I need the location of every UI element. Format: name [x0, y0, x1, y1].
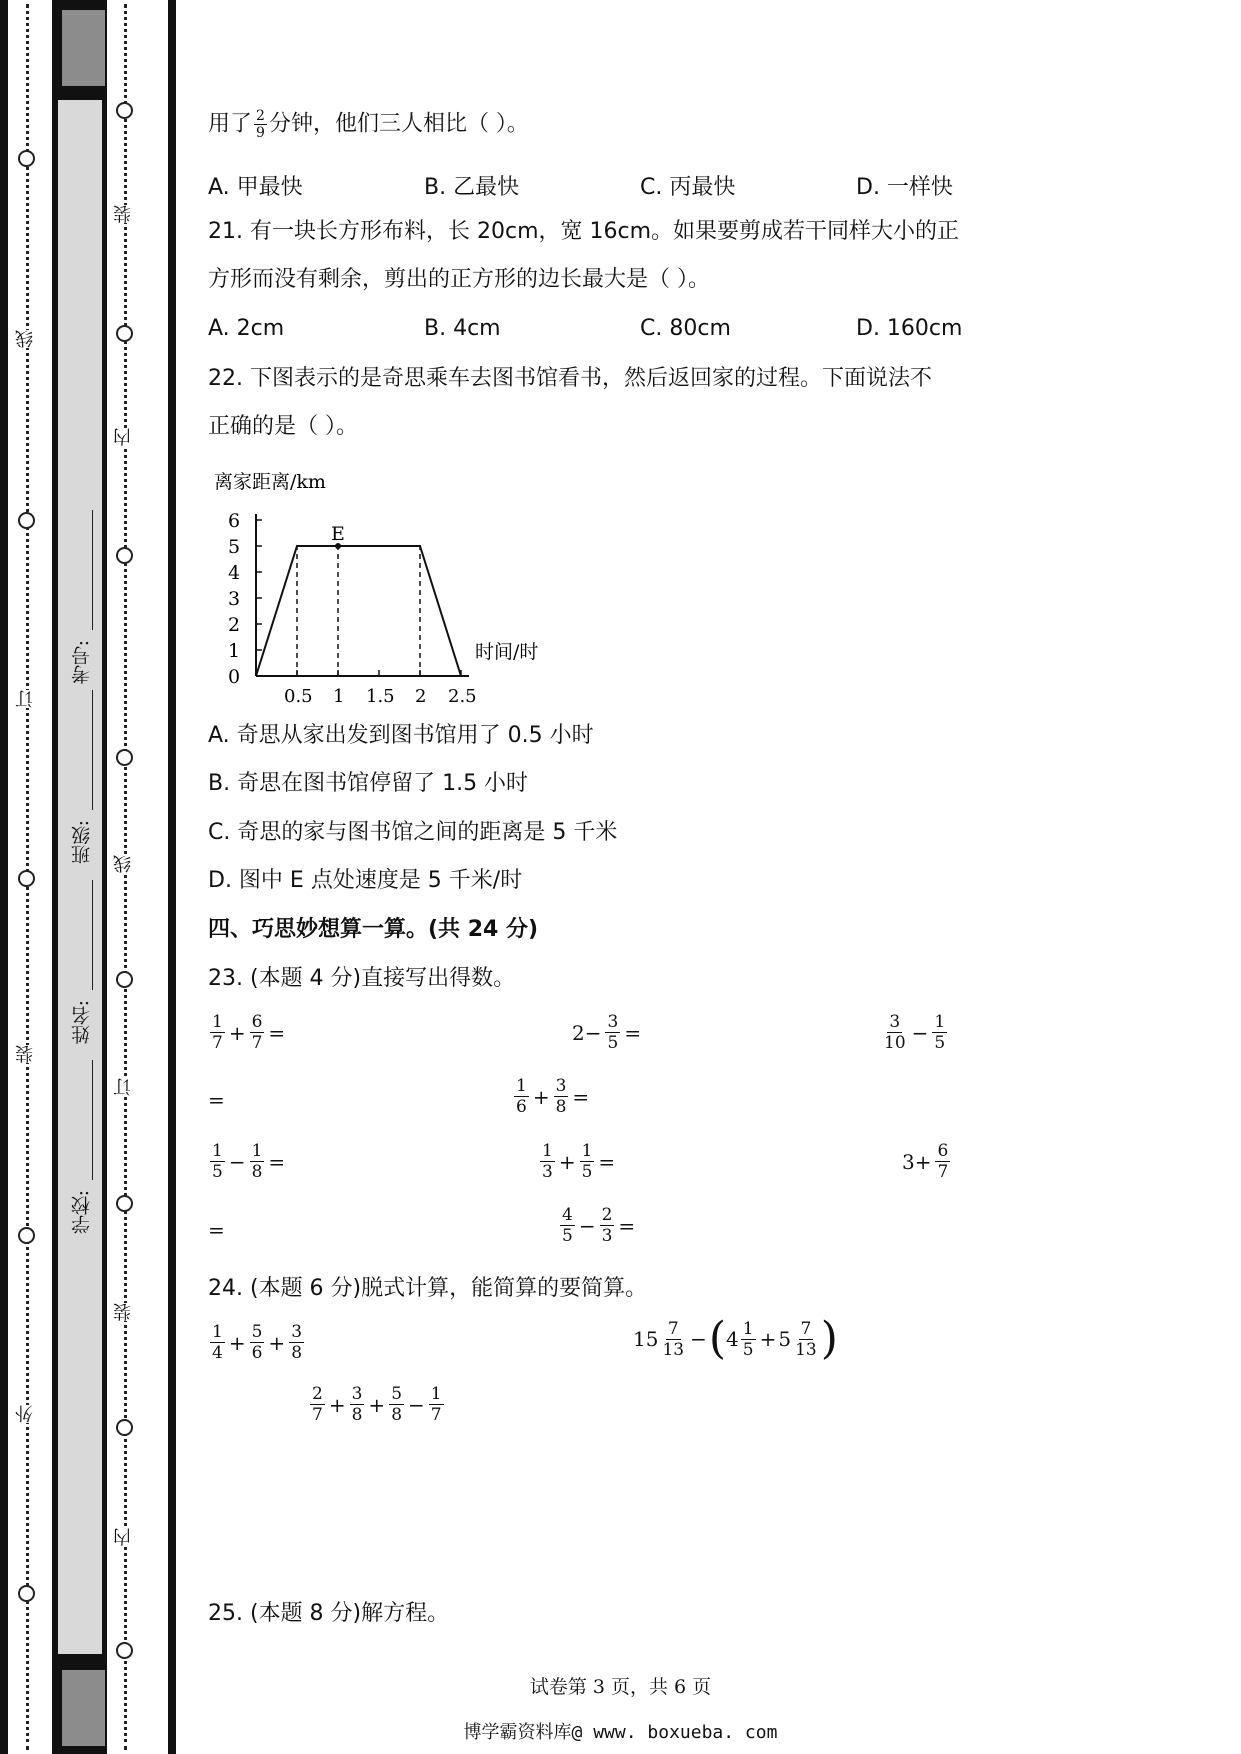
q21-option-a[interactable]: A. 2cm [208, 316, 285, 341]
inner-label-xian: 线 [112, 855, 138, 873]
q21-option-c[interactable]: C. 80cm [640, 316, 731, 341]
ring-icon [116, 749, 133, 766]
q23-expr-4: $\frac{1}{6}$ + $\frac{3}{8}$ = [516, 1076, 590, 1117]
chart-y-tick-label: 0 [228, 666, 241, 688]
ring-icon [18, 512, 35, 529]
outer-label-ding: 订 [14, 690, 40, 708]
chart-x-axis-label: 时间/时 [475, 641, 539, 663]
q23-expr-1: $\frac{1}{7}$ + $\frac{6}{7}$ = [212, 1012, 286, 1053]
inner-label-zhuang-2: 装 [112, 1303, 138, 1321]
inner-label-ding: 订 [112, 1078, 138, 1096]
q23-continued-equals: = [208, 1088, 225, 1112]
q22-option-d[interactable]: D. 图中 E 点处速度是 5 千米/时 [208, 868, 523, 893]
student-info-fields [62, 500, 102, 1250]
q25-title: 25. (本题 8 分)解方程。 [208, 1601, 450, 1626]
q24-expr-1: $\frac{1}{4}$ + $\frac{5}{6}$ + $\frac{3}{8}$ [212, 1322, 303, 1363]
chart-x-tick-label: 0.5 [284, 686, 313, 707]
chart-x-tick-label: 1 [333, 686, 345, 707]
ring-icon [116, 325, 133, 342]
outer-label-zhuang: 装 [14, 1045, 40, 1063]
q23-continued-equals-2: = [208, 1218, 225, 1242]
distance-time-chart [210, 466, 570, 716]
q23-expr-7: 3+ $\frac{6}{7}$ [902, 1141, 949, 1182]
ring-icon [116, 102, 133, 119]
page-number: 试卷第 3 页，共 6 页 [529, 1676, 712, 1698]
q21-stem-line1: 21. 有一块长方形布料，长 20cm，宽 16cm。如果要剪成若干同样大小的正 [208, 219, 960, 244]
q23-expr-6: $\frac{1}{3}$ + $\frac{1}{5}$ = [542, 1141, 616, 1182]
q22-option-b[interactable]: B. 奇思在图书馆停留了 1.5 小时 [208, 771, 529, 796]
strip-inner-border [168, 0, 176, 1754]
q23-expr-2: 2− $\frac{3}{5}$ = [572, 1012, 642, 1053]
outer-label-xian: 线 [14, 330, 40, 348]
chart-series-line [256, 546, 461, 676]
inner-labels [112, 0, 138, 1754]
exam-number-field-label: 考号: [71, 640, 93, 685]
q22-stem-line1: 22. 下图表示的是奇思乘车去图书馆看书，然后返回家的过程。下面说法不 [208, 366, 932, 391]
chart-y-tick-label: 6 [228, 510, 241, 532]
exam-number-field-line [92, 510, 93, 630]
q20-options [208, 170, 1028, 200]
chart-x-tick-label: 2 [415, 686, 427, 707]
school-field-label: 学校: [71, 1190, 93, 1235]
class-field-line [92, 690, 93, 810]
ring-icon [18, 1227, 35, 1244]
q24-expr-2: 15 $\frac{7}{13}$ − ( 4 $\frac{1}{5}$ + 5 $\frac{7}{13}$ ) [633, 1313, 838, 1364]
name-field-line [92, 880, 93, 990]
rail-top-block [62, 10, 105, 86]
q20-option-b[interactable]: B. 乙最快 [424, 175, 520, 200]
q23-expr-3: $\frac{3}{10}$ − $\frac{1}{5}$ [884, 1012, 946, 1053]
school-field-line [92, 1060, 93, 1180]
q20-prefix: 用了 [208, 111, 253, 137]
q22-stem-line2: 正确的是（ ）。 [208, 414, 358, 439]
q21-option-b[interactable]: B. 4cm [424, 316, 501, 341]
chart-y-tick-label: 3 [228, 588, 241, 610]
chart-x-tick-label: 2.5 [448, 686, 477, 707]
q21-stem-line2: 方形而没有剩余，剪出的正方形的边长最大是（ ）。 [208, 267, 710, 292]
q23-expr-5: $\frac{1}{5}$ − $\frac{1}{8}$ = [212, 1141, 286, 1182]
ring-icon [18, 1585, 35, 1602]
q24-expr-3: $\frac{2}{7}$ + $\frac{3}{8}$ + $\frac{5}{8}$ − $\frac{1}{7}$ [312, 1384, 442, 1425]
q20-stem [208, 108, 529, 141]
q22-option-a[interactable]: A. 奇思从家出发到图书馆用了 0.5 小时 [208, 723, 594, 748]
section4-title: 四、巧思妙想算一算。(共 24 分) [208, 917, 539, 942]
ring-icon [116, 547, 133, 564]
q21-options [208, 316, 1028, 346]
ring-icon [18, 870, 35, 887]
ring-icon [18, 150, 35, 167]
chart-point-e-label: E [331, 523, 345, 545]
q20-option-c[interactable]: C. 丙最快 [640, 175, 736, 200]
ring-icon [116, 971, 133, 988]
strip-outer-border [0, 0, 8, 1754]
ring-icon [116, 1642, 133, 1659]
outer-label-wai: 外 [14, 1405, 40, 1423]
outer-labels [14, 0, 40, 1754]
inner-label-nei-2: 内 [112, 1528, 138, 1546]
ring-icon [116, 1195, 133, 1212]
q23-expr-8: $\frac{4}{5}$ − $\frac{2}{3}$ = [562, 1205, 636, 1246]
class-field-label: 班级: [71, 820, 93, 865]
q20-suffix: 分钟，他们三人相比（ ）。 [268, 111, 529, 137]
chart-y-tick-label: 5 [228, 536, 241, 558]
chart-y-tick-label: 4 [228, 562, 241, 584]
inner-label-nei: 内 [112, 428, 138, 446]
q20-option-d[interactable]: D. 一样快 [856, 175, 953, 200]
q20-fraction: $\frac{2}{9}$ [256, 108, 265, 141]
q20-option-a[interactable]: A. 甲最快 [208, 175, 303, 200]
q22-option-c[interactable]: C. 奇思的家与图书馆之间的距离是 5 千米 [208, 820, 618, 845]
chart-y-tick-label: 1 [228, 640, 241, 662]
chart-y-axis-label: 离家距离/km [214, 471, 326, 493]
q24-title: 24. (本题 6 分)脱式计算，能简算的要简算。 [208, 1276, 648, 1301]
ring-icon [116, 1419, 133, 1436]
chart-dashed-guides [297, 546, 420, 676]
inner-label-zhuang: 装 [112, 205, 138, 223]
chart-x-tick-label: 1.5 [366, 686, 395, 707]
chart-axes [256, 514, 469, 676]
q21-option-d[interactable]: D. 160cm [856, 316, 963, 341]
name-field-label: 姓名: [71, 1000, 93, 1045]
q23-title: 23. (本题 4 分)直接写出得数。 [208, 966, 516, 991]
chart-y-tick-label: 2 [228, 614, 241, 636]
source-watermark: 博学霸资料库@ www. boxueba. com [463, 1722, 778, 1743]
binding-strip [0, 0, 176, 1754]
